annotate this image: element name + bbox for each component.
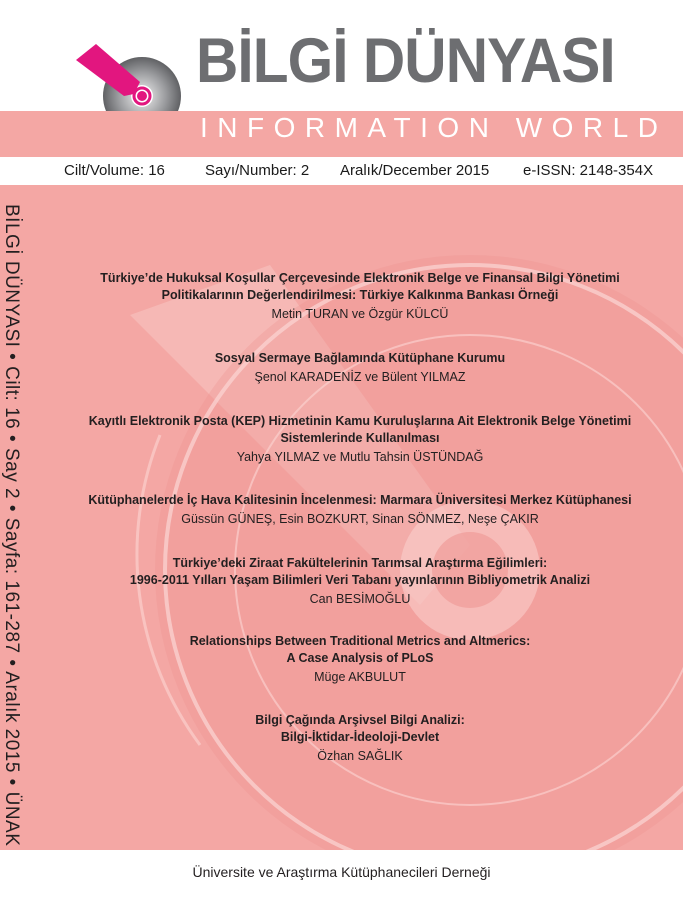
article-title-line: 1996-2011 Yılları Yaşam Bilimleri Veri Tabanı yayınlarının Bibliyometrik Analizi — [129, 573, 591, 587]
article-title — [60, 413, 660, 447]
article-title-line: Bilgi-İktidar-İdeoloji-Devlet — [280, 730, 440, 744]
volume-label: Cilt/Volume: 16 — [64, 162, 165, 179]
article-title — [60, 633, 660, 667]
article-title — [60, 350, 660, 367]
article-title — [60, 270, 660, 304]
article-title-line: Kütüphanelerde İç Hava Kalitesinin İncelenmesi: Marmara Üniversitesi Merkez Kütüphanesi — [88, 493, 632, 507]
spine-text: BİLGİ DÜNYASI • Cilt: 16 • Say 2 • Sayfa: 161-287 • Aralık 2015 • ÜNAK — [1, 204, 22, 847]
number-label: Sayı/Number: 2 — [205, 162, 310, 179]
article-item — [60, 555, 660, 608]
article-item — [60, 633, 660, 686]
article-item — [60, 413, 660, 466]
article-authors: Özhan SAĞLIK — [317, 749, 403, 763]
article-authors: Yahya YILMAZ ve Mutlu Tahsin ÜSTÜNDAĞ — [236, 450, 484, 464]
article-title-line: Türkiye’de Hukuksal Koşullar Çerçevesinde Elektronik Belge ve Finansal Bilgi Yönetimi — [100, 271, 620, 285]
article-title-line: Kayıtlı Elektronik Posta (KEP) Hizmetinin Kamu Kuruluşlarına Ait Elektronik Belge Yönetimi — [88, 414, 632, 428]
article-authors: Metin TURAN ve Özgür KÜLCÜ — [271, 307, 449, 321]
article-authors: Müge AKBULUT — [314, 670, 406, 684]
article-item — [60, 270, 660, 323]
article-title — [60, 555, 660, 589]
eissn-label: e-ISSN: 2148-354X — [523, 162, 654, 179]
article-title-line: Sosyal Sermaye Bağlamında Kütüphane Kurumu — [214, 351, 506, 365]
article-item — [60, 492, 660, 528]
publisher-name: Üniversite ve Araştırma Kütüphanecileri Derneği — [192, 864, 491, 880]
article-authors: Güssün GÜNEŞ, Esin BOZKURT, Sinan SÖNMEZ, Neşe ÇAKIR — [181, 512, 539, 526]
article-title-line: Relationships Between Traditional Metrics and Altmerics: — [189, 634, 531, 648]
article-title — [60, 492, 660, 509]
date-label: Aralık/December 2015 — [340, 162, 490, 179]
magazine-subtitle: INFORMATION WORLD — [200, 112, 668, 143]
cover-footer — [0, 850, 683, 919]
article-title — [60, 712, 660, 746]
article-authors: Can BESİMOĞLU — [309, 592, 411, 606]
article-item — [60, 350, 660, 386]
article-title-line: Sistemlerinde Kullanılması — [280, 431, 440, 445]
article-title-line: Türkiye’deki Ziraat Fakültelerinin Tarımsal Araştırma Eğilimleri: — [172, 556, 548, 570]
article-authors: Şenol KARADENİZ ve Bülent YILMAZ — [254, 370, 466, 384]
article-title-line: A Case Analysis of PLoS — [286, 651, 434, 665]
article-item — [60, 712, 660, 765]
article-title-line: Politikalarının Değerlendirilmesi: Türkiye Kalkınma Bankası Örneği — [161, 288, 559, 302]
magazine-title: BİLGİ DÜNYASI — [196, 26, 615, 96]
article-title-line: Bilgi Çağında Arşivsel Bilgi Analizi: — [255, 713, 465, 727]
